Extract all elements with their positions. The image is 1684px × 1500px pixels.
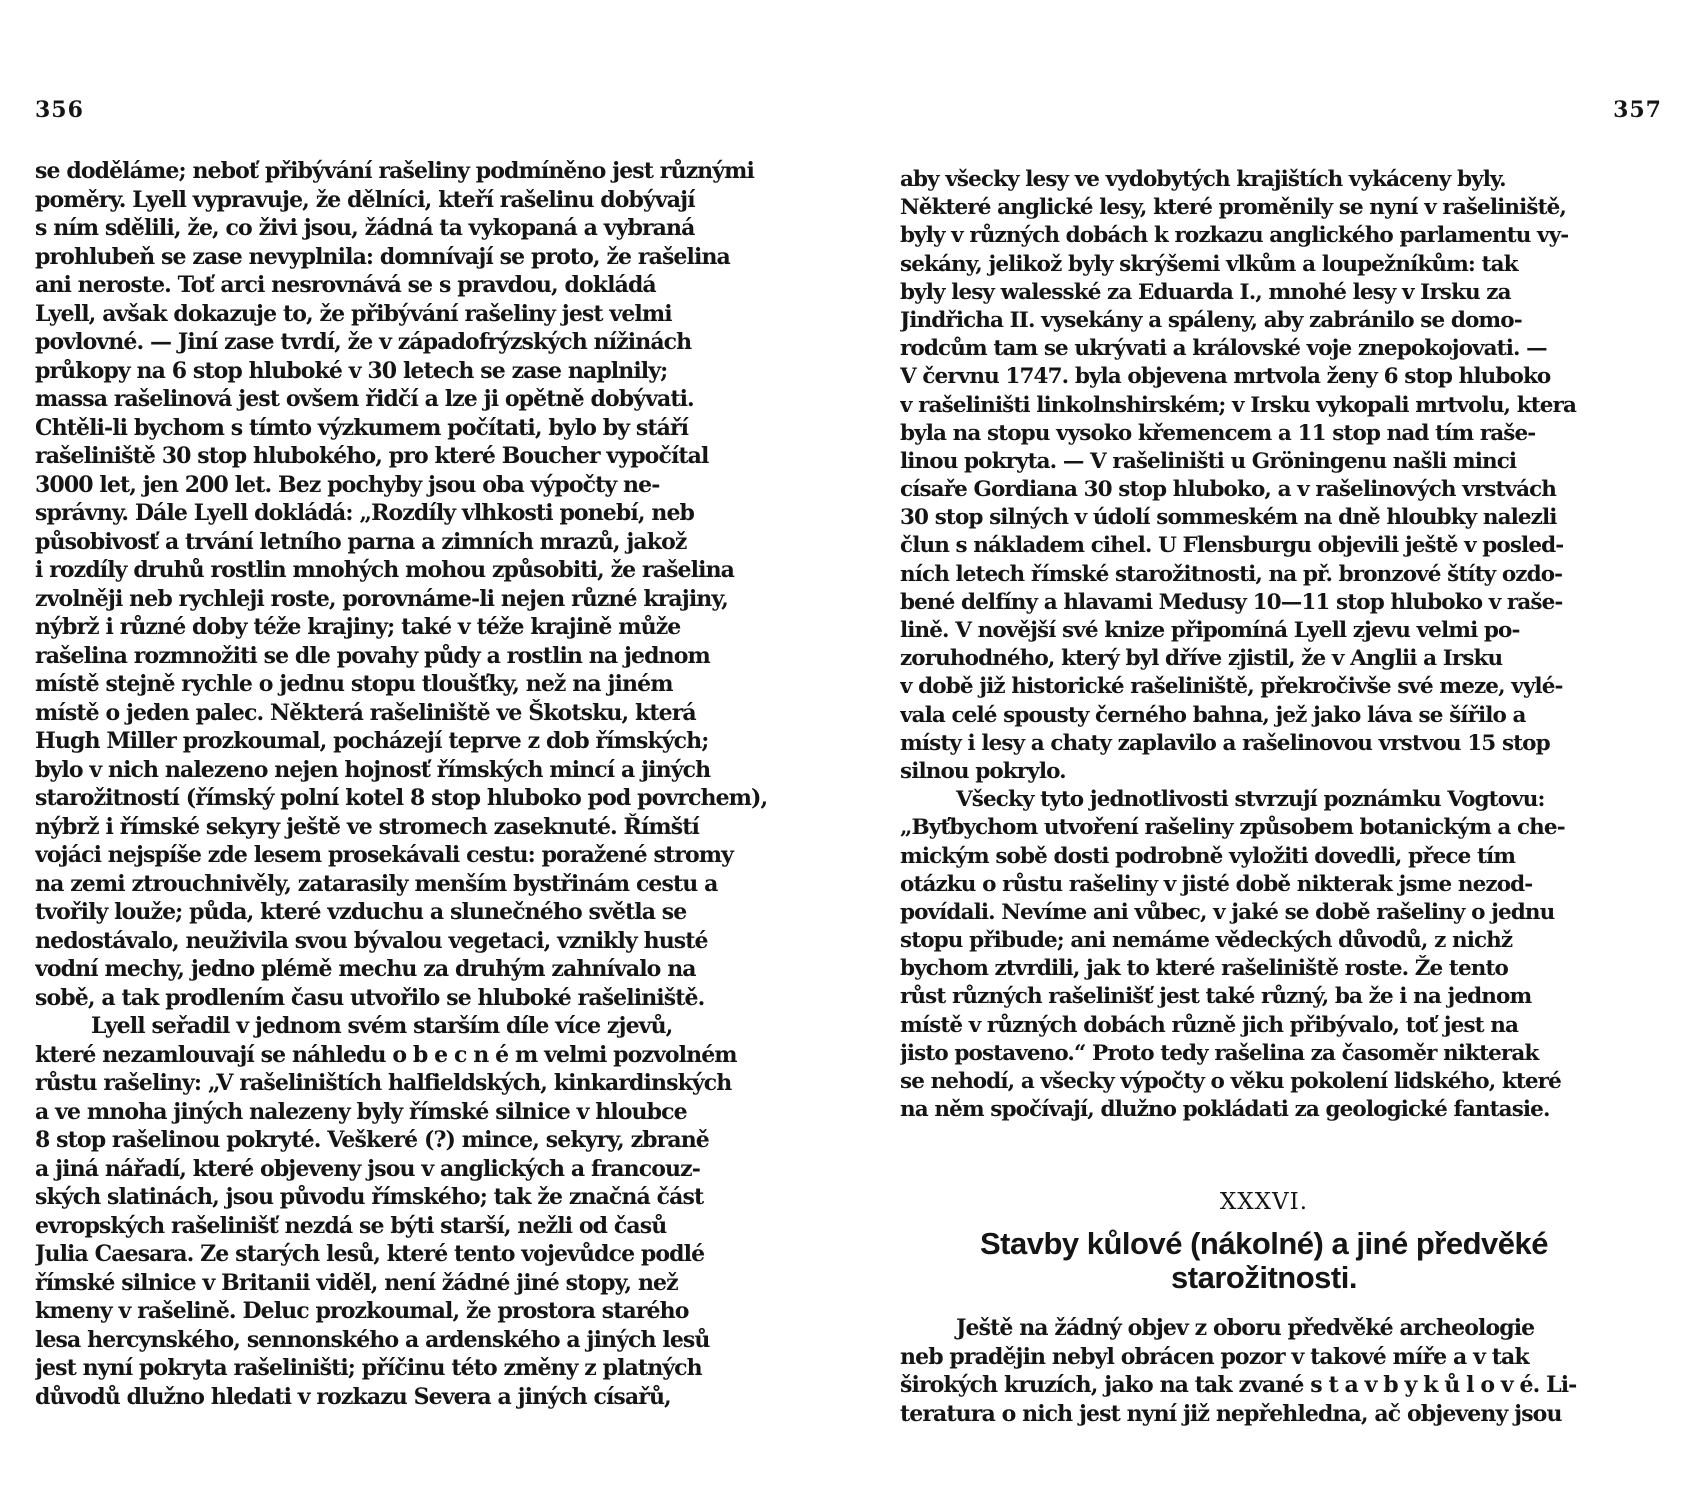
- text-line: 8 stop rašelinou pokryté. Veškeré (?) mince, sekyry, zbraně: [35, 1127, 709, 1153]
- text-line: rodcům tam se ukrývati a královské voje znepokojovati. —: [900, 336, 1547, 362]
- text-line: Jindřicha II. vysekány a spáleny, aby zabránilo se domo-: [900, 307, 1522, 333]
- text-line: 3000 let, jen 200 let. Bez pochyby jsou oba výpočty ne-: [35, 471, 660, 498]
- text-line: poměry. Lyell vypravuje, že dělníci, kteří rašelinu dobývají: [35, 186, 695, 213]
- chapter-title-line-2: starožitnosti.: [1171, 1260, 1357, 1295]
- text-line: prohlubeň se zase nevyplnila: domnívají se proto, že rašelina: [35, 243, 730, 270]
- text-line: povídali. Nevíme ani vůbec, v jaké se době rašeliny o jednu: [900, 899, 1555, 925]
- text-line: ani neroste. Toť arci nesrovnává se s pravdou, dokládá: [35, 272, 656, 298]
- text-line: rašeliniště 30 stop hlubokého, pro které Boucher vypočítal: [35, 443, 709, 469]
- chapter-text: [900, 1314, 1628, 1428]
- text-line: zvolněji neb rychleji roste, porovnáme-li nejen různé krajiny,: [35, 585, 728, 612]
- text-line: a ve mnoha jiných nalezeny byly římské silnice v hloubce: [35, 1098, 687, 1125]
- text-line: starožitností (římský polní kotel 8 stop hluboko pod povrchem),: [35, 785, 768, 811]
- text-line: kmeny v rašelině. Deluc prozkoumal, že prostora starého: [35, 1298, 689, 1324]
- text-line: které nezamlouvají se náhledu o b e c n é m velmi pozvolném: [35, 1041, 737, 1068]
- text-line: místě stejně rychle o jednu stopu tloušťky, než na jiném: [35, 671, 673, 697]
- text-line: se nehodí, a všecky výpočty o věku pokolení lidského, které: [900, 1069, 1561, 1094]
- text-line: sekány, jelikož byly skrýšemi vlkům a loupežníkům: tak: [900, 251, 1518, 277]
- text-line: teratura o nich jest nyní již nepřehledna, ač objeveny jsou: [900, 1400, 1562, 1427]
- text-line: Lyell, avšak dokazuje to, že přibývání rašeliny jest velmi: [35, 300, 672, 327]
- text-line: vala celé spousty černého bahna, jež jako láva se šířilo a: [900, 702, 1526, 728]
- text-line: člun s nákladem cihel. U Flensburgu objevili ještě v posled-: [900, 533, 1564, 559]
- text-line: byla na stopu vysoko křemencem a 11 stop nad tím raše-: [900, 420, 1536, 446]
- text-line: a jiná nářadí, které objeveny jsou v anglických a francouz-: [35, 1155, 700, 1182]
- text-line: „Byťbychom utvoření rašeliny způsobem botanickým a che-: [900, 815, 1565, 841]
- text-line: římské silnice v Britanii viděl, není žádné jiné stopy, než: [35, 1269, 678, 1296]
- text-line: massa rašelinová jest ovšem řidčí a lze ji opětně dobývati.: [35, 386, 694, 412]
- left-page-text: [35, 157, 793, 1411]
- text-line: Ještě na žádný objev z oboru předvěké archeologie: [956, 1315, 1535, 1341]
- text-line: nýbrž i římské sekyry ještě ve stromech zaseknuté. Římští: [35, 813, 699, 840]
- text-line: lině. V novější své knize připomíná Lyell zjevu velmi po-: [900, 618, 1520, 643]
- page-number-right: 357: [1613, 97, 1662, 123]
- text-line: stopu přibude; ani nemáme vědeckých důvodů, z nichž: [900, 928, 1513, 954]
- text-line: v rašeliništi linkolnshirském; v Irsku vykopali mrtvolu, ktera: [900, 392, 1576, 418]
- text-line: nýbrž i různé doby téže krajiny; také v téže krajině může: [35, 614, 681, 640]
- text-line: silnou pokrylo.: [900, 758, 1066, 784]
- text-line: evropských rašelinišť nezdá se býti starší, nežli od časů: [35, 1212, 667, 1239]
- text-line: Některé anglické lesy, které proměnily se nyní v rašeliniště,: [900, 195, 1566, 221]
- page-number-left: 356: [35, 97, 84, 123]
- text-line: širokých kruzích, jako na tak zvané s t a v b y k ů l o v é. Li-: [900, 1372, 1577, 1398]
- text-line: vodní mechy, jedno plémě mechu za druhým zahnívalo na: [35, 956, 696, 982]
- text-line: V červnu 1747. byla objevena mrtvola ženy 6 stop hluboko: [900, 364, 1551, 390]
- right-page-text: [900, 166, 1628, 1124]
- text-line: nedostávalo, neuživila svou bývalou vegetaci, vznikly husté: [35, 927, 708, 954]
- right-page: [842, 0, 1684, 1500]
- chapter-number: XXXVI.: [1219, 1189, 1309, 1215]
- text-line: aby všecky lesy ve vydobytých krajištích vykáceny byly.: [900, 167, 1506, 192]
- text-line: bychom ztvrdili, jak to které rašeliniště roste. Že tento: [900, 956, 1508, 982]
- text-line: s ním sdělili, že, co živi jsou, žádná ta vykopaná a vybraná: [35, 215, 695, 241]
- text-line: působivosť a trvání letního parna a zimních mrazů, jakož: [35, 528, 687, 555]
- text-line: zoruhodného, který byl dříve zjistil, že v Anglii a Irsku: [900, 646, 1503, 672]
- text-line: linou pokryta. — V rašeliništi u Gröningenu našli minci: [900, 448, 1517, 474]
- text-line: jisto postaveno.“ Proto tedy rašelina za časoměr nikterak: [900, 1040, 1539, 1066]
- text-line: Chtěli-li bychom s tímto výzkumem počítati, bylo by stáří: [35, 414, 689, 441]
- text-line: se doděláme; neboť přibývání rašeliny podmíněno jest různými: [35, 158, 754, 184]
- text-line: neb pradějin nebyl obrácen pozor v takové míře a v tak: [900, 1343, 1529, 1370]
- text-line: Julia Caesara. Ze starých lesů, které tento vojevůdce podlé: [35, 1241, 705, 1267]
- text-line: na něm spočívají, dlužno pokládati za geologické fantasie.: [900, 1097, 1550, 1123]
- text-line: ských slatinách, jsou původu římského; tak že značná část: [35, 1184, 704, 1210]
- text-line: císaře Gordiana 30 stop hluboko, a v rašelinových vrstvách: [900, 477, 1557, 503]
- text-line: Lyell seřadil v jednom svém starším díle více zjevů,: [91, 1013, 673, 1039]
- text-line: i rozdíly druhů rostlin mnohých mohou způsobiti, že rašelina: [35, 557, 735, 583]
- text-line: rašelina rozmnožiti se dle povahy půdy a rostlin na jednom: [35, 642, 710, 669]
- text-line: v době již historické rašeliniště, překročivše své meze, vylé-: [900, 674, 1563, 700]
- text-line: správny. Dále Lyell dokládá: „Rozdíly vlhkosti ponebí, neb: [35, 500, 695, 526]
- text-line: sobě, a tak prodlením času utvořilo se hluboké rašeliniště.: [35, 984, 705, 1011]
- text-line: místě o jeden palec. Některá rašeliniště ve Škotsku, která: [35, 699, 696, 726]
- text-line: průkopy na 6 stop hluboké v 30 letech se zase naplnily;: [35, 357, 668, 384]
- text-line: místě v různých dobách různě jich přibývalo, toť jest na: [900, 1012, 1519, 1038]
- chapter-title: [900, 1227, 1628, 1295]
- text-line: bylo v nich nalezeno nejen hojnosť římských mincí a jiných: [35, 756, 711, 783]
- text-line: důvodů dlužno hledati v rozkazu Severa a jiných císařů,: [35, 1383, 671, 1410]
- text-line: byly v různých dobách k rozkazu anglického parlamentu vy-: [900, 223, 1569, 249]
- text-line: byly lesy walesské za Eduarda I., mnohé lesy v Irsku za: [900, 279, 1511, 305]
- text-line: otázku o růstu rašeliny v jisté době nikterak jsme nezod-: [900, 871, 1533, 897]
- text-line: místy i lesy a chaty zaplavilo a rašelinovou vrstvou 15 stop: [900, 730, 1550, 756]
- text-line: lesa hercynského, sennonského a ardenského a jiných lesů: [35, 1326, 710, 1353]
- text-line: Hugh Miller prozkoumal, pocházejí teprve z dob římských;: [35, 728, 709, 754]
- text-line: tvořily louže; půda, které vzduchu a slunečného světla se: [35, 899, 687, 925]
- text-line: na zemi ztrouchnivěly, zatarasily menším bystřinám cestu a: [35, 870, 718, 897]
- text-line: 30 stop silných v údolí sommeském na dně hloubky nalezli: [900, 505, 1557, 531]
- text-line: mickým sobě dosti podrobně vyložiti dovedli, přece tím: [900, 843, 1516, 869]
- text-line: vojáci nejspíše zde lesem prosekávali cestu: poražené stromy: [35, 842, 733, 868]
- text-line: povlovné. — Jiní zase tvrdí, že v západofrýzských nížinách: [35, 329, 692, 355]
- text-line: růst různých rašelinišť jest také různý, ba že i na jednom: [900, 984, 1532, 1010]
- text-line: růstu rašeliny: „V rašeliništích halfieldských, kinkardinských: [35, 1070, 732, 1096]
- text-line: jest nyní pokryta rašeliništi; příčinu této změny z platných: [35, 1355, 702, 1381]
- text-line: ních letech římské starožitnosti, na př. bronzové štíty ozdo-: [900, 561, 1563, 587]
- text-line: bené delfíny a hlavami Medusy 10—11 stop hluboko v raše-: [900, 589, 1563, 615]
- text-line: Všecky tyto jednotlivosti stvrzují poznámku Vogtovu:: [956, 787, 1545, 813]
- chapter-title-line-1: Stavby kůlové (nákolné) a jiné předvěké: [979, 1226, 1548, 1261]
